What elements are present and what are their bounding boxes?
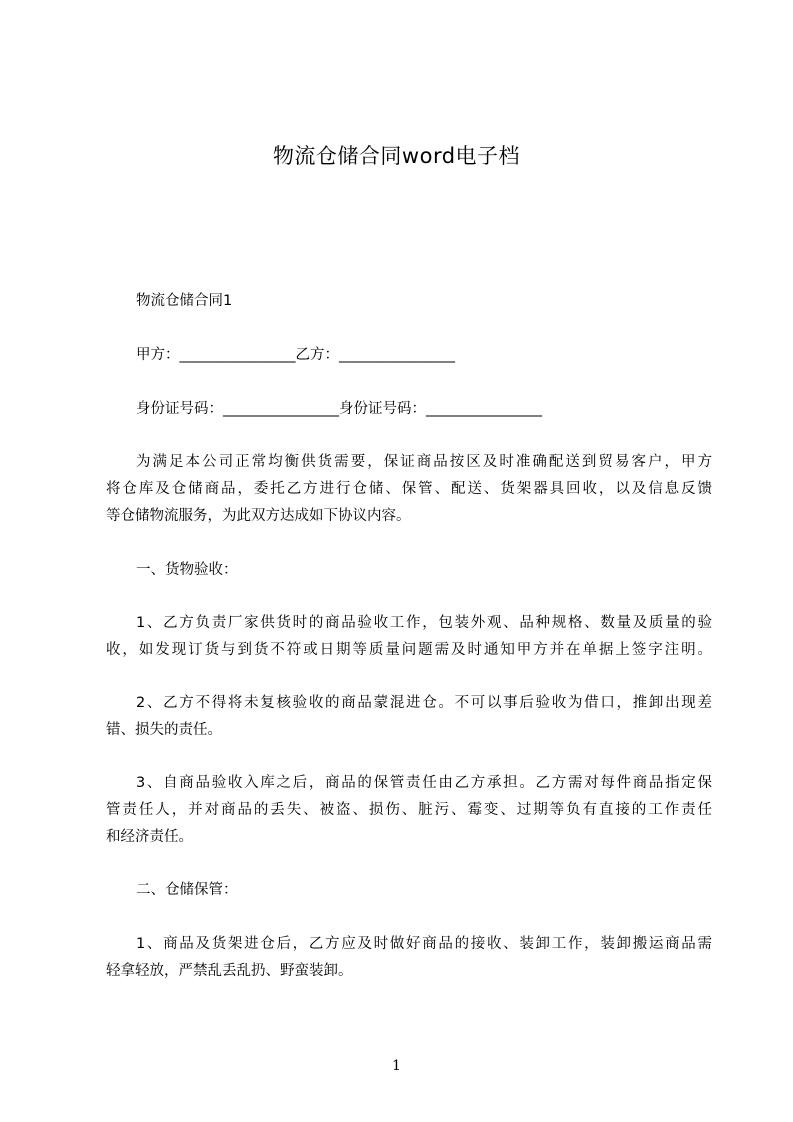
paragraph-line: 错、损失的责任。 — [106, 722, 222, 738]
section-heading: 二、仓储保管： — [136, 882, 238, 898]
paragraph-line: 收，如发现订货与到货不符或日期等质量问题需及时通知甲方并在单据上签字注明。 — [106, 642, 712, 658]
paragraph-line: 1、乙方负责厂家供货时的商品验收工作，包装外观、品种规格、数量及质量的验 — [136, 615, 712, 631]
party-line: 甲方：________________乙方：________________ — [136, 347, 455, 363]
paragraph-line: 1、商品及货架进仓后，乙方应及时做好商品的接收、装卸工作，装卸搬运商品需 — [136, 936, 712, 952]
contract-heading: 物流仓储合同1 — [136, 293, 233, 309]
section-heading: 一、货物验收： — [136, 562, 238, 578]
paragraph-line: 和经济责任。 — [106, 829, 193, 845]
paragraph-line: 3、自商品验收入库之后，商品的保管责任由乙方承担。乙方需对每件商品指定保 — [136, 775, 712, 791]
id-number-line: 身份证号码：________________身份证号码：________________ — [136, 401, 542, 417]
paragraph-line: 为满足本公司正常均衡供货需要，保证商品按区及时准确配送到贸易客户，甲方 — [136, 454, 712, 470]
document-title: 物流仓储合同word电子档 — [272, 144, 521, 168]
paragraph-line: 2、乙方不得将未复核验收的商品蒙混进仓。不可以事后验收为借口，推卸出现差 — [136, 695, 712, 711]
paragraph-line: 管责任人，并对商品的丢失、被盗、损伤、脏污、霉变、过期等负有直接的工作责任 — [106, 802, 712, 818]
paragraph-line: 等仓储物流服务，为此双方达成如下协议内容。 — [106, 508, 411, 524]
paragraph-line: 轻拿轻放，严禁乱丢乱扔、野蛮装卸。 — [106, 963, 353, 979]
page-number: 1 — [392, 1058, 401, 1074]
paragraph-line: 将仓库及仓储商品，委托乙方进行仓储、保管、配送、货架器具回收，以及信息反馈 — [106, 481, 712, 497]
